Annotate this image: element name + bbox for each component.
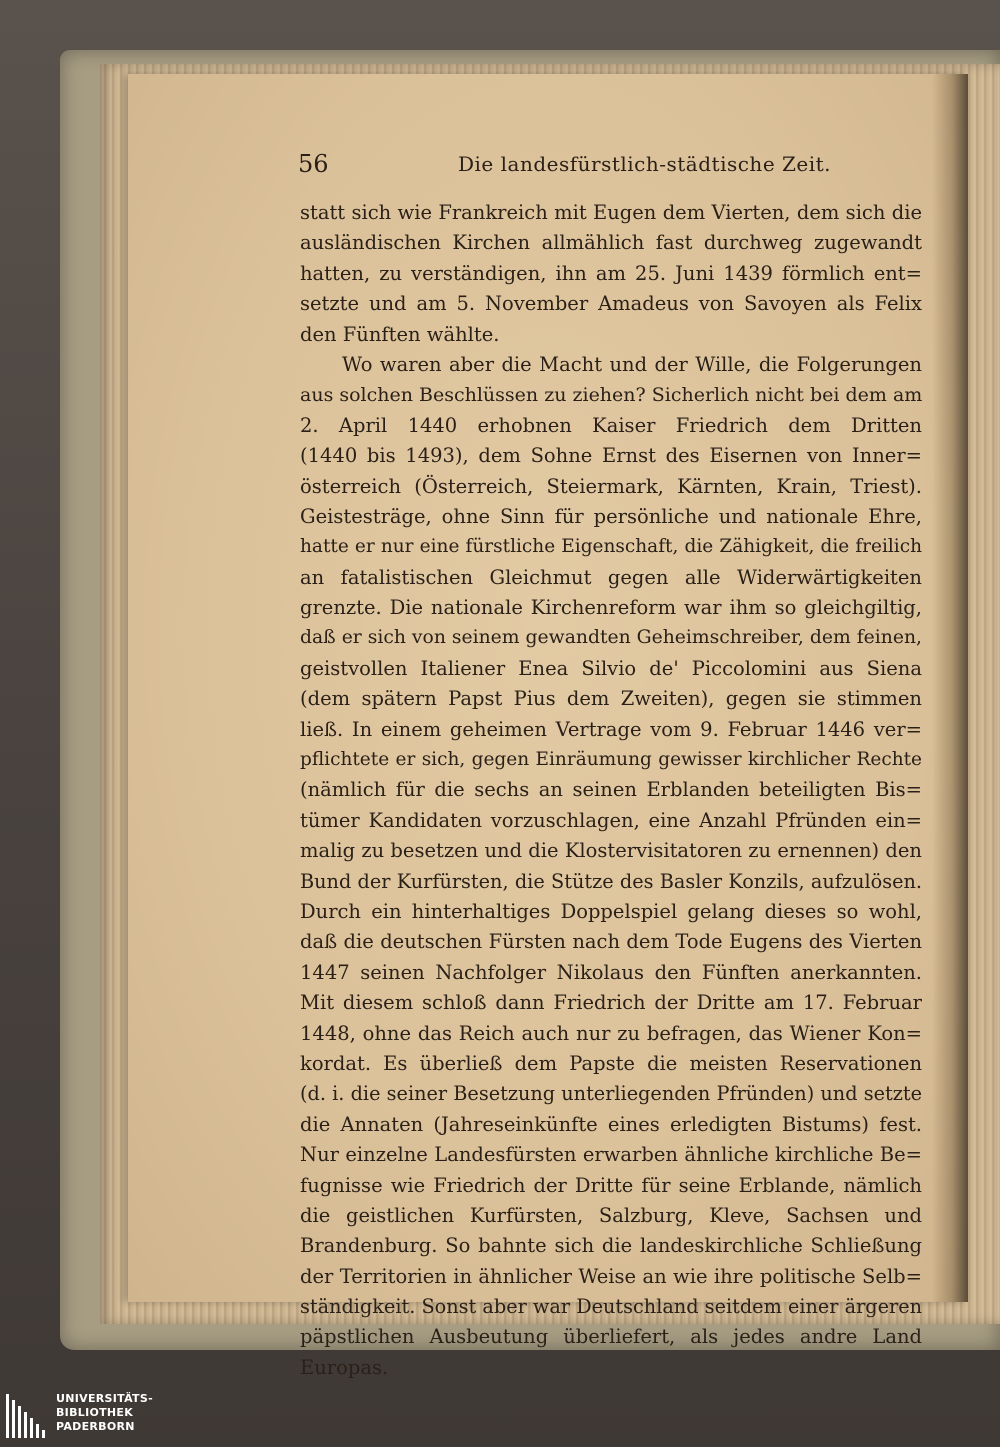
text-line: Geistesträge, ohne Sinn für persönliche und nationale Ehre,: [300, 504, 922, 528]
text-line: Nur einzelne Landesfürsten erwarben ähnliche kirchliche Be=: [300, 1143, 922, 1167]
body-text: [300, 198, 922, 1383]
text-line: tümer Kandidaten vorzuschlagen, eine Anzahl Pfründen ein=: [300, 808, 922, 832]
text-line: ließ. In einem geheimen Vertrage vom 9. Februar 1446 ver=: [300, 717, 922, 741]
text-line: die Annaten (Jahreseinkünfte eines erledigten Bistums) fest.: [300, 1112, 922, 1136]
text-line: Mit diesem schloß dann Friedrich der Dritte am 17. Februar: [300, 991, 922, 1015]
text-line: pflichtete er sich, gegen Einräumung gewisser kirchlicher Rechte: [300, 749, 922, 771]
text-line: statt sich wie Frankreich mit Eugen dem Vierten, dem sich die: [300, 201, 922, 224]
text-line: aus solchen Beschlüssen zu ziehen? Sicherlich nicht bei dem am: [300, 384, 923, 407]
library-emblem-icon: [4, 1390, 48, 1442]
text-line: Brandenburg. So bahnte sich die landeskirchliche Schließung: [300, 1234, 922, 1258]
text-line: malig zu besetzen und die Klostervisitatoren zu ernennen) den: [300, 839, 922, 863]
text-line: päpstlichen Ausbeutung überliefert, als jedes andre Land: [300, 1325, 922, 1349]
text-line: hatte er nur eine fürstliche Eigenschaft, die Zähigkeit, die freilich: [300, 536, 922, 558]
text-line: 2. April 1440 erhobnen Kaiser Friedrich dem Dritten: [300, 413, 922, 437]
text-line: 1447 seinen Nachfolger Nikolaus den Fünften anerkannten.: [300, 960, 922, 984]
text-line: daß die deutschen Fürsten nach dem Tode Eugens des Vierten: [300, 930, 922, 954]
text-line: (1440 bis 1493), dem Sohne Ernst des Eisernen von Inner=: [300, 444, 922, 468]
text-line: ständigkeit. Sonst aber war Deutschland seitdem einer ärgeren: [300, 1295, 922, 1319]
library-logo: [4, 1390, 164, 1447]
text-line: den Fünften wählte.: [300, 322, 500, 346]
text-line: (dem spätern Papst Pius dem Zweiten), gegen sie stimmen: [300, 687, 922, 711]
text-line: grenzte. Die nationale Kirchenreform war ihm so gleichgiltig,: [300, 596, 922, 620]
text-line: (nämlich für die sechs an seinen Erblanden beteiligten Bis=: [300, 778, 922, 802]
text-line: setzte und am 5. November Amadeus von Savoyen als Felix: [300, 292, 922, 316]
text-line: Wo waren aber die Macht und der Wille, die Folgerungen: [342, 352, 922, 376]
library-name-line: UNIVERSITÄTS-: [56, 1392, 153, 1405]
text-line: Bund der Kurfürsten, die Stütze des Basler Konzils, aufzulösen.: [300, 869, 922, 893]
library-name-line: PADERBORN: [56, 1420, 135, 1433]
text-line: (d. i. die seiner Besetzung unterliegenden Pfründen) und setzte: [300, 1082, 922, 1106]
text-line: geistvollen Italiener Enea Silvio de' Piccolomini aus Siena: [300, 656, 922, 680]
running-head: Die landesfürstlich-städtische Zeit.: [458, 152, 832, 176]
text-line: hatten, zu verständigen, ihn am 25. Juni 1439 förmlich ent=: [300, 261, 922, 285]
text-line: Durch ein hinterhaltiges Doppelspiel gelang dieses so wohl,: [300, 899, 922, 923]
text-line: fugnisse wie Friedrich der Dritte für seine Erblande, nämlich: [300, 1173, 922, 1197]
library-name-line: BIBLIOTHEK: [56, 1406, 134, 1419]
text-line: an fatalistischen Gleichmut gegen alle Widerwärtigkeiten: [300, 565, 922, 589]
text-line: kordat. Es überließ dem Papste die meisten Reservationen: [300, 1051, 922, 1075]
text-line: ausländischen Kirchen allmählich fast durchweg zugewandt: [300, 231, 922, 255]
text-line: 1448, ohne das Reich auch nur zu befragen, das Wiener Kon=: [300, 1021, 922, 1045]
page-number: 56: [298, 150, 329, 178]
library-name: [56, 1392, 153, 1434]
text-line: die geistlichen Kurfürsten, Salzburg, Kleve, Sachsen und: [300, 1203, 922, 1227]
text-line: österreich (Österreich, Steiermark, Kärnten, Krain, Triest).: [300, 474, 922, 498]
page-gutter-shadow: [932, 74, 968, 1302]
text-line: daß er sich von seinem gewandten Geheimschreiber, dem feinen,: [300, 627, 922, 649]
text-line: Europas.: [300, 1355, 389, 1379]
text-line: der Territorien in ähnlicher Weise an wie ihre politische Selb=: [300, 1264, 922, 1288]
page-header: [168, 148, 868, 188]
